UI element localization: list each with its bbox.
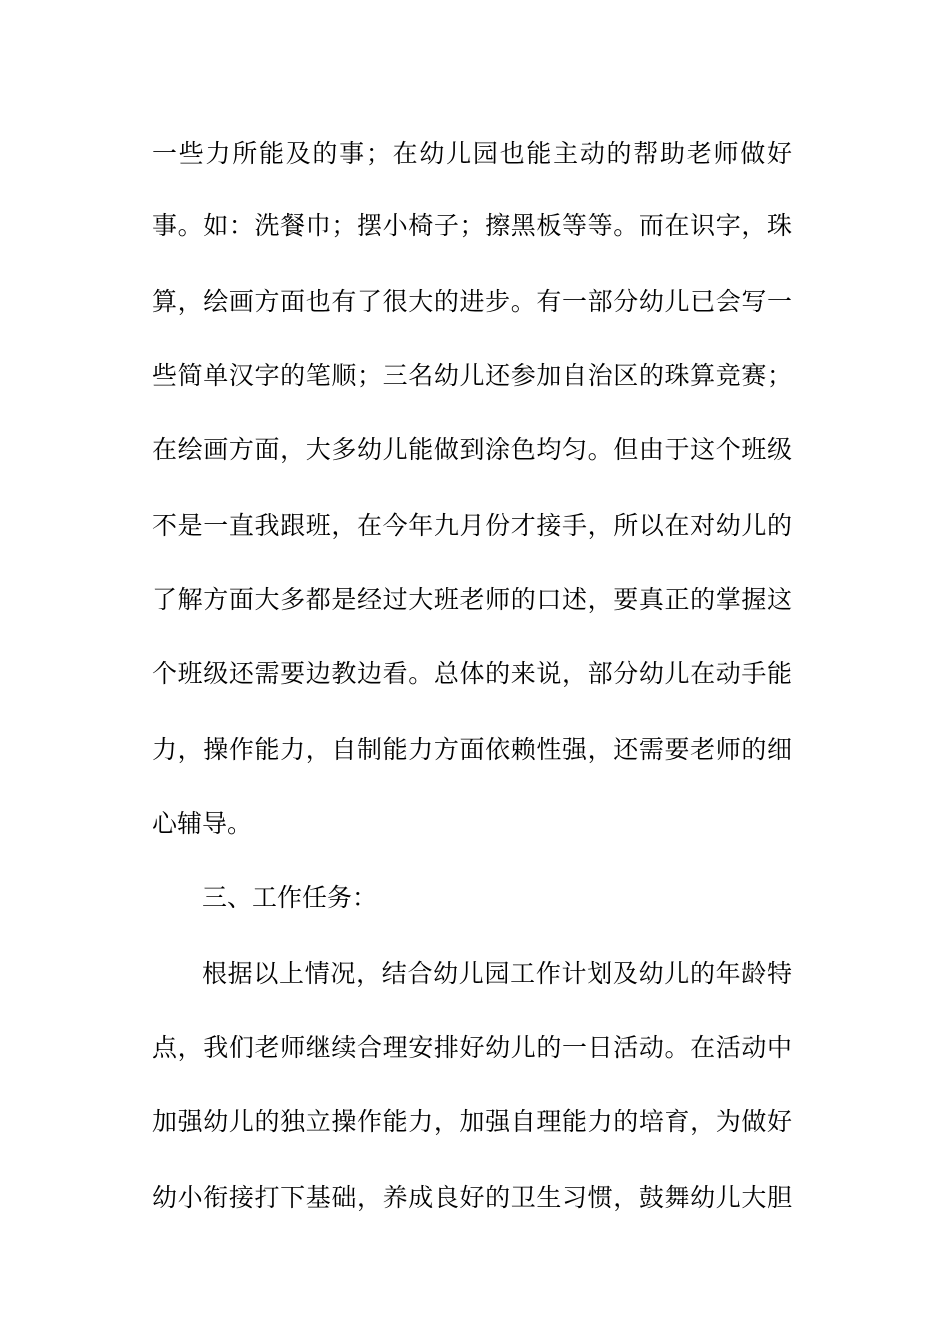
text-line: 了解方面大多都是经过大班老师的口述，要真正的掌握这 — [152, 585, 792, 614]
section-heading: 三、工作任务： — [202, 883, 378, 912]
text-line: 些简单汉字的笔顺；三名幼儿还参加自治区的珠算竞赛； — [152, 361, 792, 390]
text-line: 事。如：洗餐巾；摆小椅子；擦黑板等等。而在识字，珠 — [152, 211, 792, 240]
text-line: 个班级还需要边教边看。总体的来说，部分幼儿在动手能 — [152, 659, 792, 688]
text-line: 心辅导。 — [152, 809, 253, 838]
text-line: 幼小衔接打下基础，养成良好的卫生习惯，鼓舞幼儿大胆 — [152, 1183, 792, 1212]
text-line: 加强幼儿的独立操作能力，加强自理能力的培育，为做好 — [152, 1107, 792, 1136]
text-line: 算，绘画方面也有了很大的进步。有一部分幼儿已会写一 — [152, 287, 792, 316]
text-line: 点，我们老师继续合理安排好幼儿的一日活动。在活动中 — [152, 1033, 792, 1062]
text-line: 力，操作能力，自制能力方面依赖性强，还需要老师的细 — [152, 735, 792, 764]
text-line: 根据以上情况，结合幼儿园工作计划及幼儿的年龄特 — [202, 959, 792, 988]
text-line: 在绘画方面，大多幼儿能做到涂色均匀。但由于这个班级 — [152, 435, 792, 464]
text-line: 一些力所能及的事；在幼儿园也能主动的帮助老师做好 — [152, 139, 792, 168]
text-line: 不是一直我跟班，在今年九月份才接手，所以在对幼儿的 — [152, 511, 792, 540]
